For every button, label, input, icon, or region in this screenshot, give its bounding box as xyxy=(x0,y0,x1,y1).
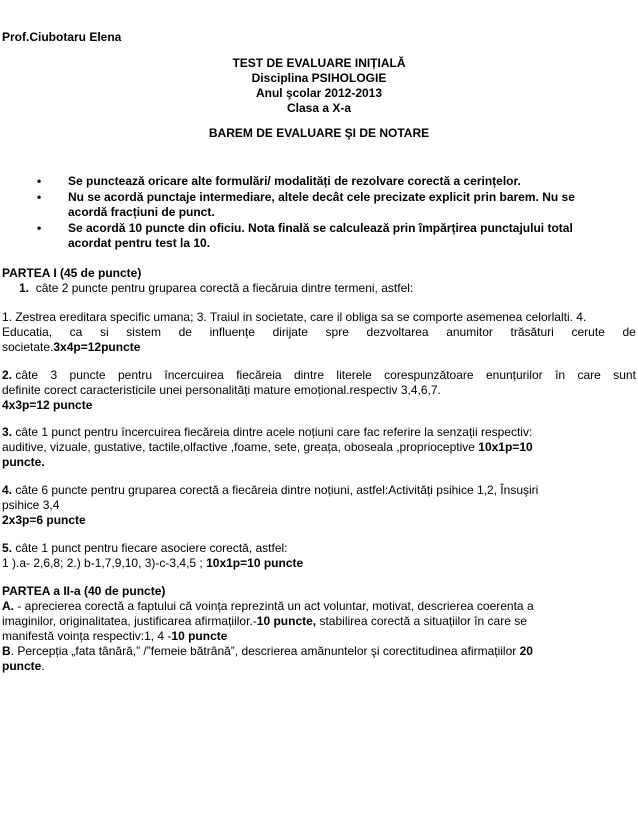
item2-score: 4x3p=12 puncte xyxy=(2,398,93,412)
item5-line1: 5. câte 1 punct pentru fiecare asociere corectă, astfel: xyxy=(2,541,288,555)
part2-b-line2: puncte. xyxy=(2,659,45,673)
item1-score: 3x4p=12puncte xyxy=(53,340,141,354)
item1-line2: 1. Zestrea ereditara specific umana; 3. Traiul in societate, care il obliga sa se comporte asemenea celorlalti. 4. xyxy=(2,310,587,324)
rule-3: Se acordă 10 puncte din oficiu. Nota finală se calculează prin împărțirea punctajului total xyxy=(68,221,573,235)
item4-line2: psihice 3,4 xyxy=(2,498,60,512)
item4-number: 4. xyxy=(2,483,13,497)
item5-score: 10x1p=10 puncte xyxy=(206,556,304,570)
item2-number: 2. xyxy=(2,368,13,382)
item1-text: câte 2 puncte pentru gruparea corectă a fiecăruia dintre termeni, astfel: xyxy=(35,281,414,295)
item4-score: 2x3p=6 puncte xyxy=(2,513,86,527)
item1-line1 xyxy=(19,281,413,296)
part2-a-line3: manifestă voința respectiv:1, 4 -10 puncte xyxy=(2,629,228,643)
bullet-icon: • xyxy=(37,174,42,188)
school-year: Anul şcolar 2012-2013 xyxy=(255,86,383,100)
barem-title: BAREM DE EVALUARE ŞI DE NOTARE xyxy=(208,126,430,140)
item3-line1: 3. câte 1 punct pentru încercuirea fiecăreia dintre acele noțiuni care fac referire la senzații respectiv: xyxy=(2,425,533,439)
class-label: Clasa a X-a xyxy=(286,101,352,115)
part2-a-label: A. xyxy=(2,599,14,613)
item2-line1: 2. câte 3 puncte pentru încercuirea fiecăreia dintre literele corespunzătoare enunțurilor în care sunt xyxy=(2,368,636,382)
part2-a-line2: imaginilor, originalitatea, justificarea afirmațiilor.-10 puncte, stabilirea corectă a situațiilor în care se xyxy=(2,614,527,628)
item5-line2: 1 ).a- 2,6,8; 2.) b-1,7,9,10, 3)-c-3,4,5 ; 10x1p=10 puncte xyxy=(2,556,304,570)
part2-b-label: B xyxy=(2,644,11,658)
bullet-icon: • xyxy=(37,221,42,235)
part2-b-line1: B. Percepția „fata tânără,” /”femeie bătrână”, descrierea amănuntelor şi corectitudinea afirmațiilor 20 xyxy=(2,644,533,658)
test-title: TEST DE EVALUARE INIȚIALĂ xyxy=(232,56,406,70)
rule-2-cont: acordă fracțiuni de punct. xyxy=(68,205,215,219)
item3-score: 10x1p=10 xyxy=(478,440,533,454)
author-name: Prof.Ciubotaru Elena xyxy=(2,30,122,44)
item3-number: 3. xyxy=(2,425,13,439)
item4-line1: 4. câte 6 puncte pentru gruparea corectă a fiecăreia dintre noțiuni, astfel:Activități psihice 1,2, Însuşiri xyxy=(2,483,539,497)
bullet-icon: • xyxy=(37,190,42,204)
rule-1: Se punctează oricare alte formulări/ modalități de rezolvare corectă a cerințelor. xyxy=(68,174,521,188)
part1-heading: PARTEA I (45 de puncte) xyxy=(2,266,142,280)
item1-number: 1. xyxy=(19,281,30,295)
part2-a-line1: A. - aprecierea corectă a faptului că voința reprezintă un act voluntar, motivat, descrierea coerenta a xyxy=(2,599,534,613)
discipline: Disciplina PSIHOLOGIE xyxy=(251,71,387,85)
item3-line2: auditive, vizuale, gustative, tactile,olfactive ,foame, sete, greața, oboseala ,proprioceptive 10x1p=10 xyxy=(2,440,533,454)
item2-line2: definite corect caracteristicile unei personalități mature emoțional.respectiv 3,4,6,7. xyxy=(2,383,441,397)
item5-number: 5. xyxy=(2,541,13,555)
rule-3-cont: acordat pentru test la 10. xyxy=(68,236,211,250)
part2-heading: PARTEA a II-a (40 de puncte) xyxy=(2,584,166,598)
rule-2: Nu se acordă punctaje intermediare, altele decât cele precizate explicit prin barem. Nu se xyxy=(68,190,575,204)
item1-line3: Educatia, ca si sistem de influențe dirijate spre dezvoltarea anumitor trăsături cerute de xyxy=(2,325,636,339)
item3-score-cont: puncte. xyxy=(2,455,45,469)
item1-line4: societate.3x4p=12puncte xyxy=(2,340,141,354)
